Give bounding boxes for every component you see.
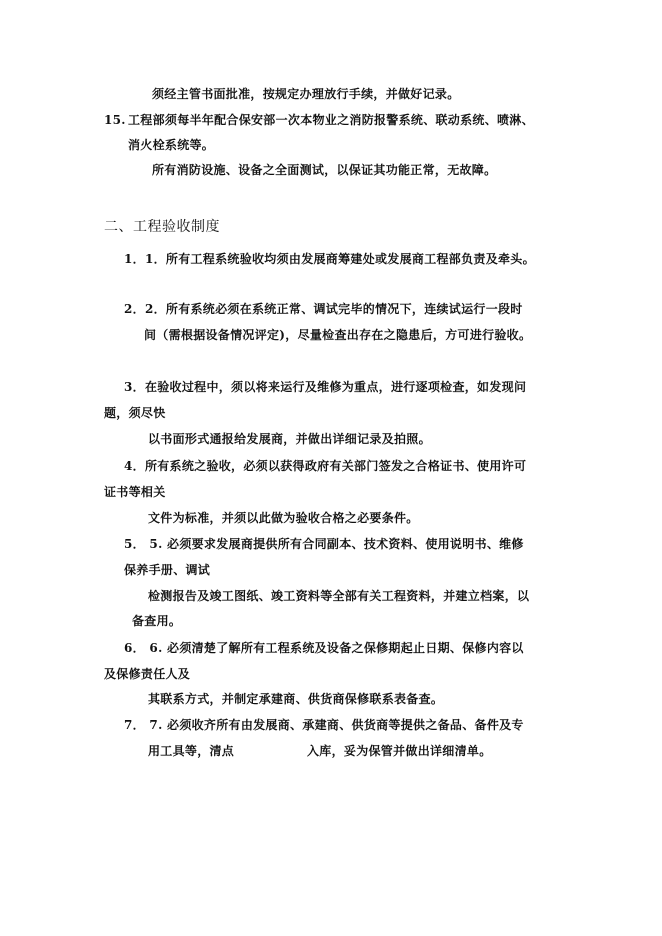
clause-7-line-2a: 用工具等，清点 — [148, 744, 235, 758]
clause-7-line-2b: 入库，妥为保管并做出详细清单。 — [307, 744, 492, 758]
item-15-number: 15. — [104, 113, 126, 127]
clause-5-line-3: 检测报告及竣工图纸、竣工资料等全部有关工程资料，并建立档案，以 — [148, 589, 530, 603]
clause-5-line-4: 备查用。 — [132, 614, 182, 628]
clause-6-line-1: 6． 6. 必须清楚了解所有工程系统及设备之保修期起止日期、保修内容以 — [124, 641, 524, 655]
item-15-text: 工程部须每半年配合保安部一次本物业之消防报警系统、联动系统、喷淋、 — [128, 113, 534, 127]
clause-3-line-3: 以书面形式通报给发展商，并做出详细记录及拍照。 — [148, 432, 431, 446]
intro-line: 须经主管书面批准，按规定办理放行手续，并做好记录。 — [152, 87, 460, 101]
clause-4-line-1: 4．所有系统之验收，必须以获得政府有关部门签发之合格证书、使用许可 — [124, 459, 527, 473]
clause-4-line-3: 文件为标准，并须以此做为验收合格之必要条件。 — [148, 511, 419, 525]
clause-1: 1．1．所有工程系统验收均须由发展商筹建处或发展商工程部负责及牵头。 — [124, 252, 535, 266]
clause-2-line-1: 2．2．所有系统必须在系统正常、调试完毕的情况下，连续试运行一段时 — [124, 302, 523, 316]
clause-4-line-2: 证书等相关 — [104, 485, 166, 499]
clause-5-line-2: 保养手册、调试 — [124, 563, 211, 577]
clause-7-line-1: 7． 7. 必须收齐所有由发展商、承建商、供货商等提供之备品、备件及专 — [124, 718, 524, 732]
item-15-continuation-2: 所有消防设施、设备之全面测试，以保证其功能正常，无故障。 — [152, 163, 497, 177]
item-15-continuation: 消火栓系统等。 — [128, 138, 215, 152]
clause-3-line-1: 3．在验收过程中，须以将来运行及维修为重点，进行逐项检查，如发现问 — [124, 380, 527, 394]
clause-6-line-2: 及保修责任人及 — [104, 667, 191, 681]
clause-5-line-1: 5． 5. 必须要求发展商提供所有合同副本、技术资料、使用说明书、维修 — [124, 537, 524, 551]
clause-2-line-2: 间（需根据设备情况评定)，尽量检查出存在之隐患后，方可进行验收。 — [144, 328, 532, 342]
clause-3-line-2: 题，须尽快 — [104, 406, 166, 420]
section-title: 二、工程验收制度 — [104, 219, 220, 235]
clause-6-line-3: 其联系方式，并制定承建商、供货商保修联系表备查。 — [148, 692, 444, 706]
